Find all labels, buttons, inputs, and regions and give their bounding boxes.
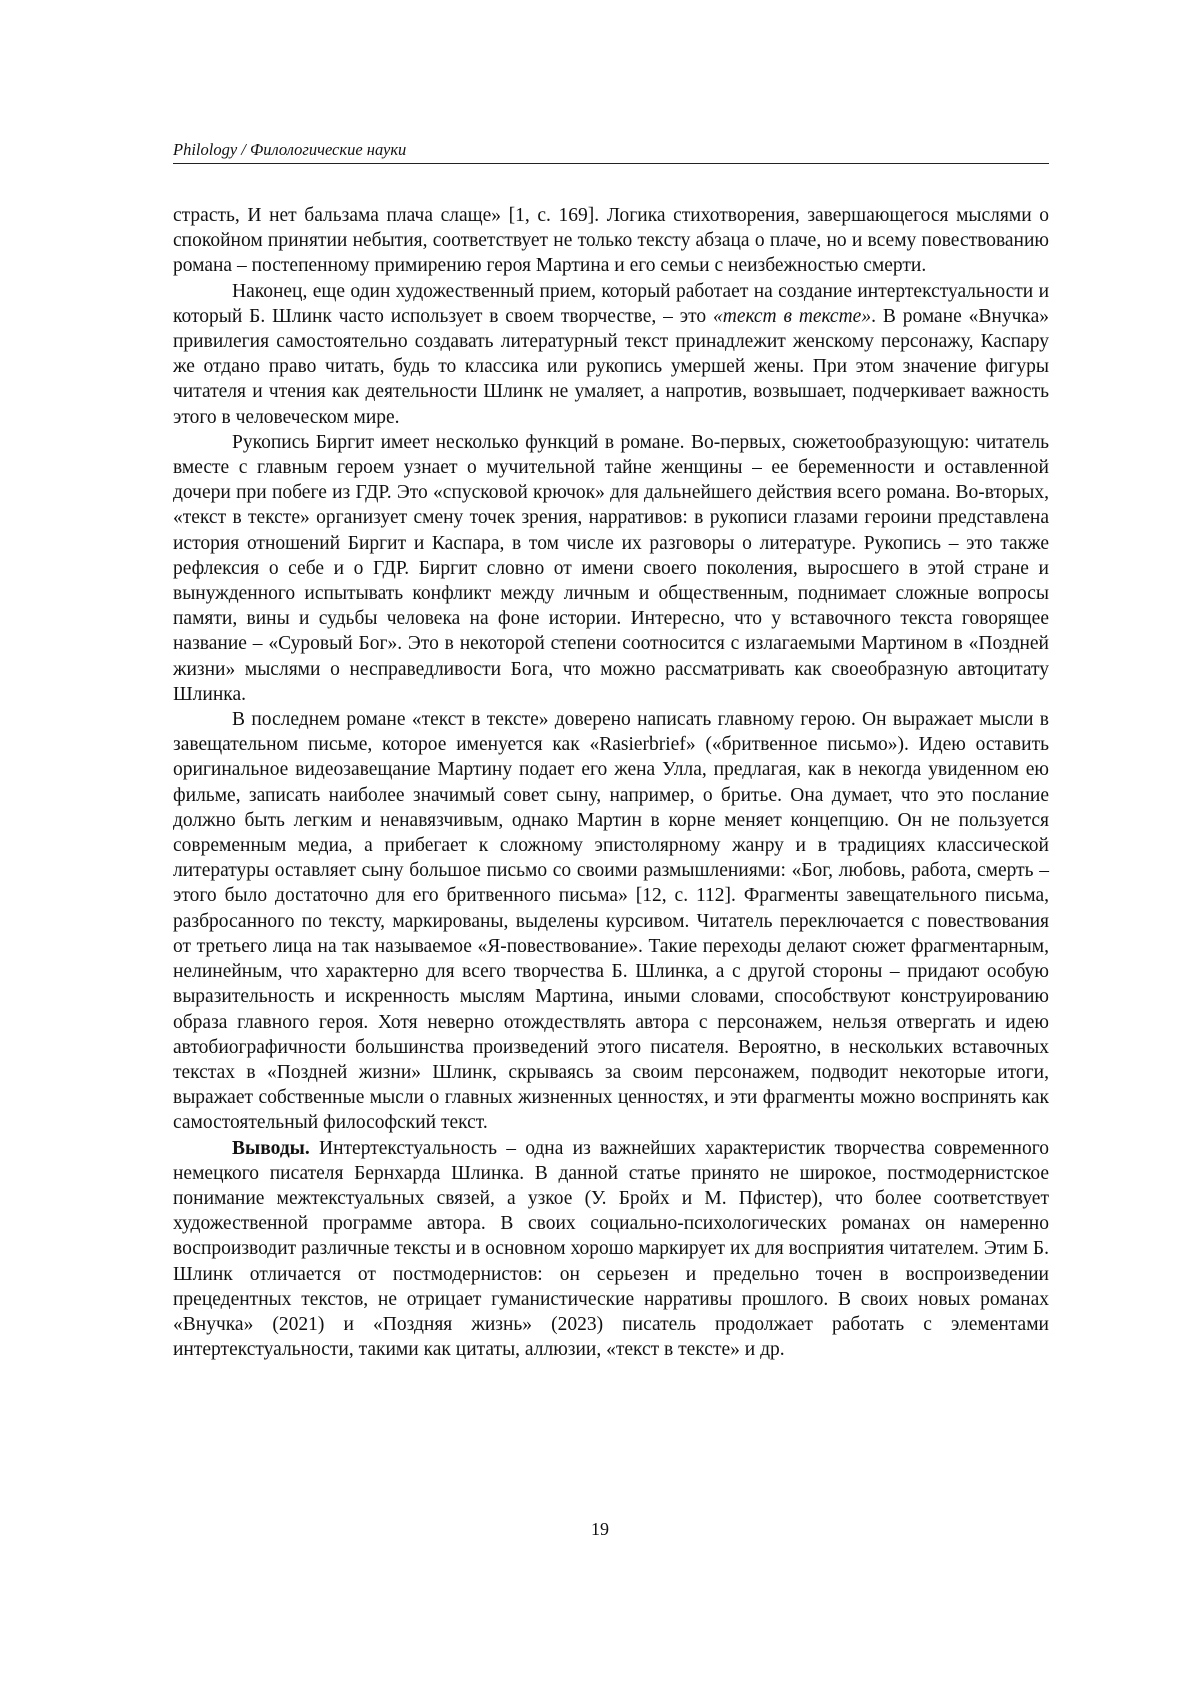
paragraph-3-text: Рукопись Биргит имеет несколько функций в романе. Во-первых, сюжетообразующую: читатель вместе с главным героем узнает о мучительной тайне женщины – ее беременности и оставленной дочери при побеге из ГДР. Это «спусковой крючок» для дальнейшего действия всего романа. Во-вторых, «текст в тексте» организует смену точек зрения, нарративов: в рукописи глазами героини представлена история отношений Биргит и Каспара, в том числе их разговоры о литературе. Рукопись – это также рефлексия о себе и о ГДР. Биргит словно от имени своего поколения, выросшего в этой стране и вынужденного испытывать конфликт между личным и общественным, поднимает сложные вопросы памяти, вины и судьбы человека на фоне истории. Интересно, что у вставочного текста говорящее название – «Суровый Бог». Это в некоторой степени соотносится с излагаемыми Мартином в «Поздней жизни» мыслями о несправедливости Бога, что можно рассматривать как своеобразную автоцитату Шлинка.: [173, 431, 1049, 705]
paragraph-3: [173, 430, 1049, 707]
conclusions-heading: Выводы.: [232, 1137, 310, 1159]
paragraph-2-text-b: . В романе «Внучка» привилегия самостоятельно создавать литературный текст принадлежит женскому персонажу, Каспару же отдано право читать, будь то классика или рукопись умершей жены. При этом значение фигуры читателя и чтения как деятельности Шлинк не умаляет, а напротив, возвышает, подчеркивает важность этого в человеческом мире.: [173, 305, 1049, 428]
running-header: [173, 140, 1049, 164]
paragraph-2-text-a: Наконец, еще один художественный прием, который работает на создание интертекстуальности и который Б. Шлинк часто использует в своем творчестве, – это: [173, 280, 1049, 327]
paragraph-2-italic-term: «текст в тексте»: [713, 305, 872, 327]
conclusions-paragraph: [173, 1136, 1049, 1363]
paragraph-1-text: страсть, И нет бальзама плача слаще» [1, с. 169]. Логика стихотворения, завершающегося мыслями о спокойном принятии небытия, соответствует не только тексту абзаца о плаче, но и всему повествованию романа – постепенному примирению героя Мартина и его семьи с неизбежностью смерти.: [173, 205, 1049, 277]
paragraph-4: [173, 707, 1049, 1135]
page-number: 19: [591, 1519, 609, 1539]
running-title: Philology / Филологические науки: [173, 140, 407, 159]
paragraph-4-text: В последнем романе «текст в тексте» доверено написать главному герою. Он выражает мысли в завещательном письме, которое именуется как «Rasierbrief» («бритвенное письмо»). Идею оставить оригинальное видеозавещание Мартину подает его жена Улла, предлагая, как в некогда увиденном ею фильме, записать наиболее значимый совет сыну, например, о бритье. Она думает, что это послание должно быть легким и ненавязчивым, однако Мартин в корне меняет концепцию. Он не пользуется современным медиа, а прибегает к сложному эпистолярному жанру и в традициях классической литературы оставляет сыну большое письмо со своими размышлениями: «Бог, любовь, работа, смерть – этого было достаточно для его бритвенного письма» [12, с. 112]. Фрагменты завещательного письма, разбросанного по тексту, маркированы, выделены курсивом. Читатель переключается с повествования от третьего лица на так называемое «Я-повествование». Такие переходы делают сюжет фрагментарным, нелинейным, что характерно для всего творчества Б. Шлинка, а с другой стороны – придают особую выразительность и искренность мыслям Мартина, иными словами, способствуют конструированию образа главного героя. Хотя неверно отождествлять автора с персонажем, нельзя отвергать и идею автобиографичности большинства произведений этого писателя. Вероятно, в нескольких вставочных текстах в «Поздней жизни» Шлинк, скрываясь за своим персонажем, подводит некоторые итоги, выражает собственные мысли о главных жизненных ценностях, и эти фрагменты можно воспринять как самостоятельный философский текст.: [173, 709, 1049, 1134]
paragraph-1: [173, 203, 1049, 279]
conclusions-text: Интертекстуальность – одна из важнейших характеристик творчества современного немецкого писателя Бернхарда Шлинка. В данной статье принято не широкое, постмодернистское понимание межтекстуальных связей, а узкое (У. Бройх и М. Пфистер), что более соответствует художественной программе автора. В своих социально-психологических романах он намеренно воспроизводит различные тексты и в основном хорошо маркирует их для восприятия читателем. Этим Б. Шлинк отличается от постмодернистов: он серьезен и предельно точен в воспроизведении прецедентных текстов, не отрицает гуманистические нарративы прошлого. В своих новых романах «Внучка» (2021) и «Поздняя жизнь» (2023) писатель продолжает работать с элементами интертекстуальности, такими как цитаты, аллюзии, «текст в тексте» и др.: [173, 1137, 1049, 1361]
paragraph-2: [173, 279, 1049, 430]
article-body: [173, 203, 1049, 1362]
